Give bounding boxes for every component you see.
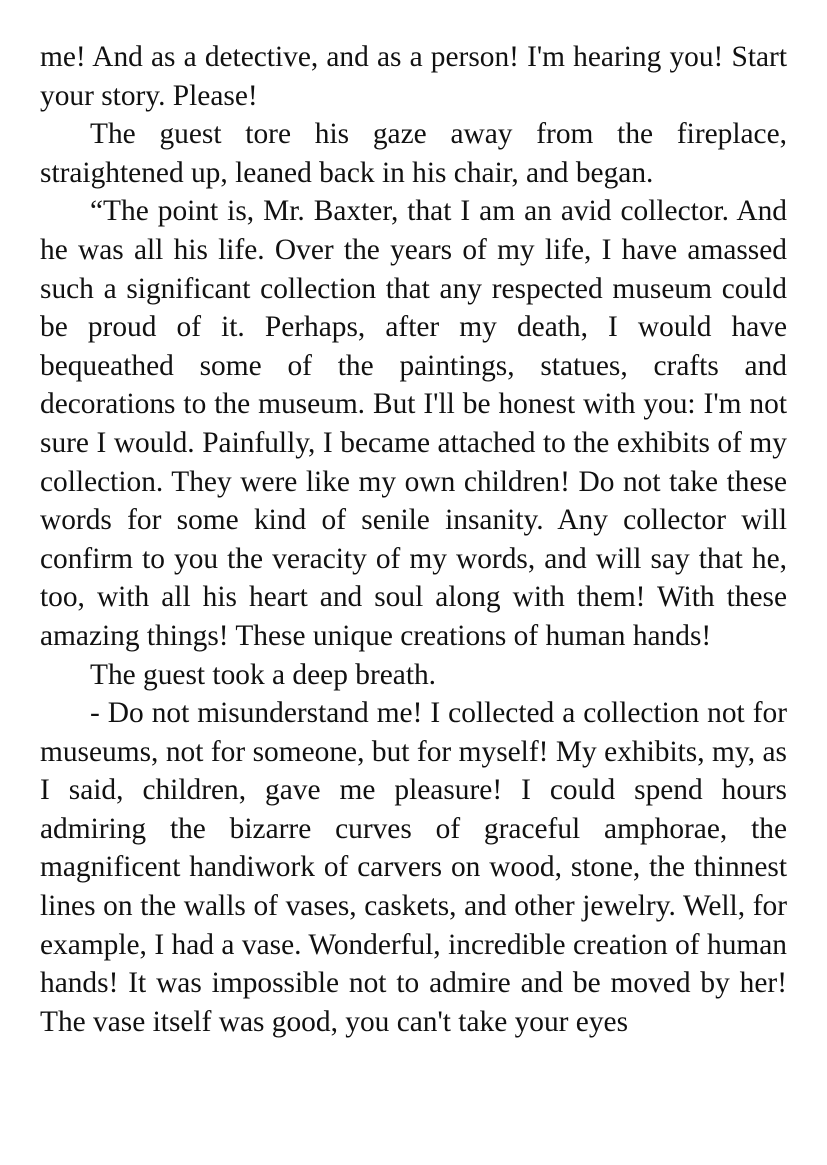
paragraph-5: - Do not misunderstand me! I collected a collection not for museums, not for someone, but for myself! My exhibits, my, as I said, children, gave me pleasure! I could spend hours admiring the bizarre curves of graceful amphorae, the magnificent handiwork of carvers on wood, stone, the thinnest lines on the walls of vases, caskets, and other jewelry. Well, for example, I had a vase. Wonderful, incredible creation of human hands! It was impossible not to admire and be moved by her! The vase itself was good, you can't take your eyes <box>40 697 787 1038</box>
page-text <box>40 38 787 1041</box>
paragraph-2: The guest tore his gaze away from the fireplace, straightened up, leaned back in his chair, and began. <box>40 118 787 189</box>
paragraph-3: “The point is, Mr. Baxter, that I am an avid collector. And he was all his life. Over the years of my life, I have amassed such a significant collection that any respected museum could be proud of it. Perhaps, after my death, I would have bequeathed some of the paintings, statues, crafts and decorations to the museum. But I'll be honest with you: I'm not sure I would. Painfully, I became attached to the exhibits of my collection. They were like my own children! Do not take these words for some kind of senile insanity. Any collector will confirm to you the veracity of my words, and will say that he, too, with all his heart and soul along with them! With these amazing things! These unique creations of human hands! <box>40 195 787 652</box>
paragraph-4: The guest took a deep breath. <box>90 658 437 691</box>
paragraph-1: me! And as a detective, and as a person! I'm hearing you! Start your story. Please! <box>40 41 787 112</box>
